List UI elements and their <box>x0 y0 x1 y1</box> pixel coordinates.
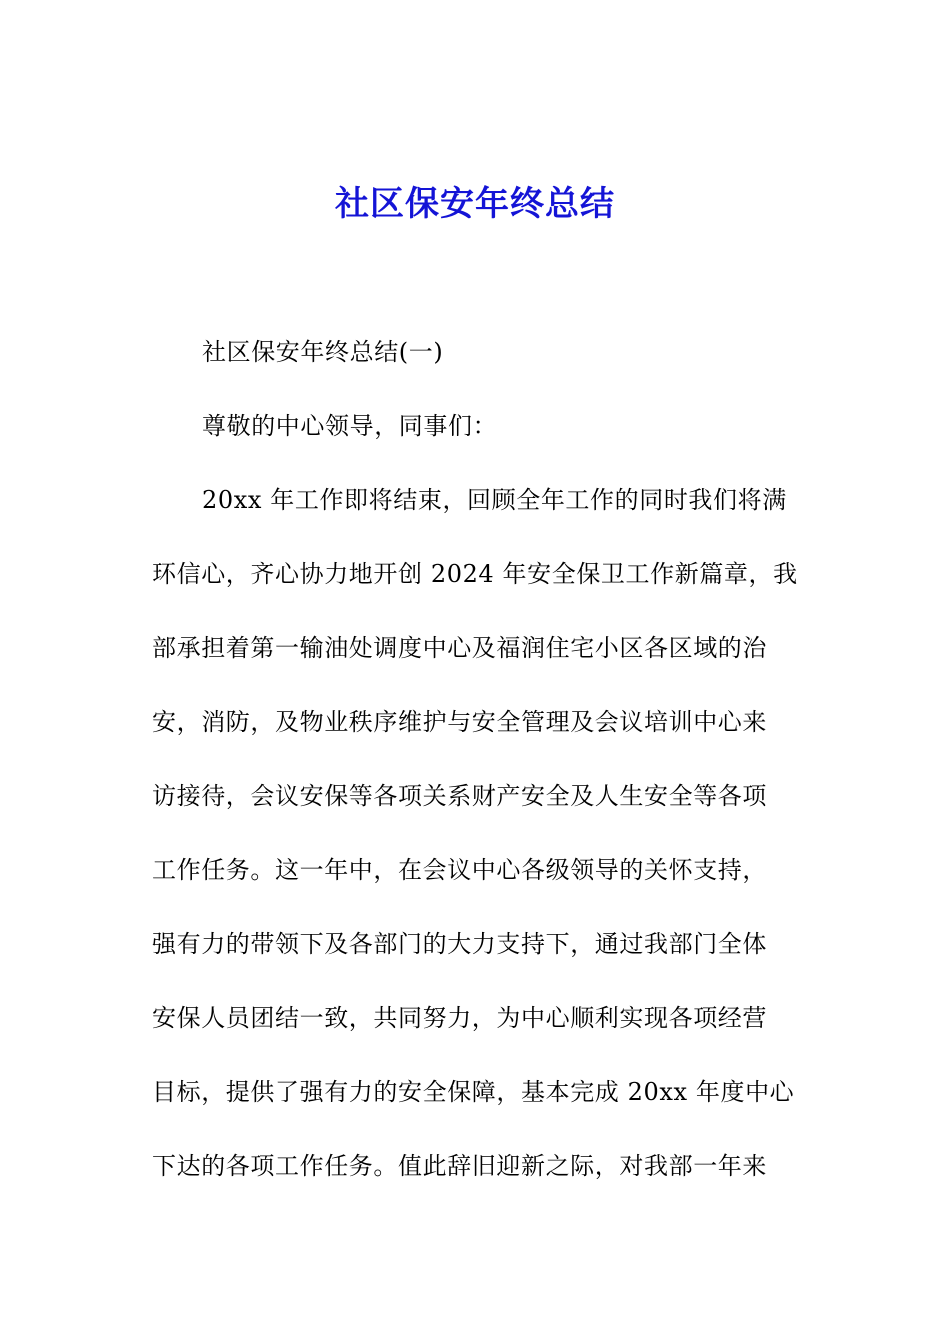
body-line: 部承担着第一输油处调度中心及福润住宅小区各区域的治 <box>152 634 767 662</box>
body-line: 强有力的带领下及各部门的大力支持下，通过我部门全体 <box>152 930 767 958</box>
body-line: 目标，提供了强有力的安全保障，基本完成 20xx 年度中心 <box>152 1078 795 1106</box>
body-line: 下达的各项工作任务。值此辞旧迎新之际，对我部一年来 <box>152 1152 767 1180</box>
body-line: 访接待，会议安保等各项关系财产安全及人生安全等各项 <box>152 782 767 810</box>
salutation: 尊敬的中心领导，同事们： <box>202 412 498 440</box>
body-line: 环信心，齐心协力地开创 2024 年安全保卫工作新篇章，我 <box>152 560 798 588</box>
body-line: 20xx 年工作即将结束，回顾全年工作的同时我们将满 <box>202 486 787 514</box>
document-title: 社区保安年终总结 <box>335 184 615 224</box>
section-heading: 社区保安年终总结(一) <box>202 338 444 366</box>
body-line: 工作任务。这一年中，在会议中心各级领导的关怀支持， <box>152 856 767 884</box>
body-line: 安，消防，及物业秩序维护与安全管理及会议培训中心来 <box>152 708 767 736</box>
body-line: 安保人员团结一致，共同努力，为中心顺利实现各项经营 <box>152 1004 767 1032</box>
